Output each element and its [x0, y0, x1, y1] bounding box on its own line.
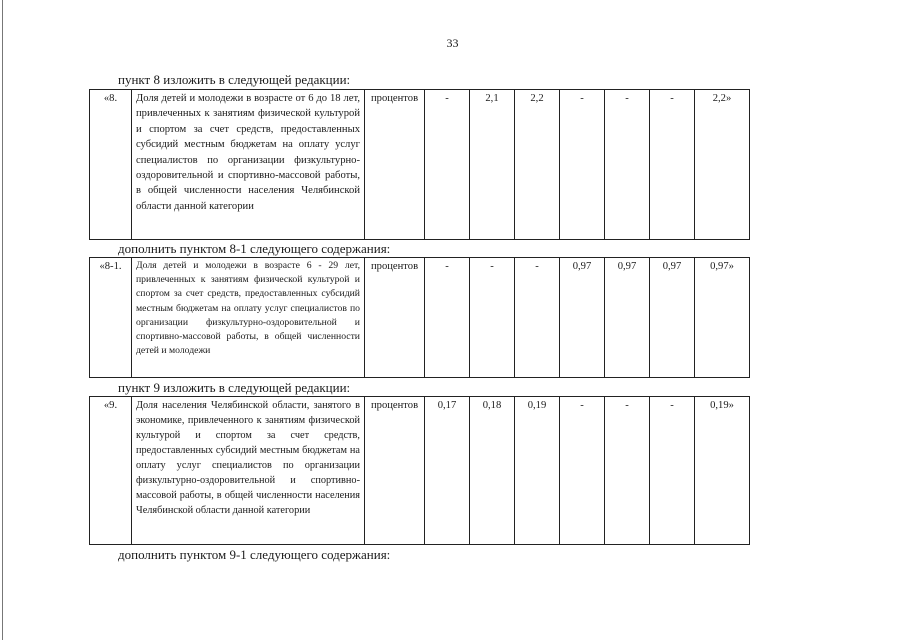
row-last-value: 0,19» [695, 397, 750, 545]
row-value: - [560, 397, 605, 545]
instruction-item-9: пункт 9 изложить в следующей редакции: [118, 380, 351, 395]
row-number: «9. [90, 397, 132, 545]
table-item-9 [89, 396, 750, 545]
row-unit: процентов [365, 90, 425, 240]
row-value: 0,19 [515, 397, 560, 545]
row-description: Доля детей и молодежи в возрасте от 6 до 18 лет, привлеченных к занятиям физической культурой и спортом за счет средств, предоставленных субсидий местным бюджетам на оплату услуг специалистов по организации физкультурно-оздоровительной и спортивно-массовой работы, в общей численности населения Челябинской области данной категории [132, 90, 365, 240]
row-last-value: 0,97» [695, 258, 750, 378]
row-value: 0,18 [470, 397, 515, 545]
page-left-border [2, 0, 3, 640]
row-value: 0,17 [425, 397, 470, 545]
row-value: 2,2 [515, 90, 560, 240]
table-row [90, 90, 750, 240]
row-number: «8. [90, 90, 132, 240]
row-value: 0,97 [650, 258, 695, 378]
row-value: 2,1 [470, 90, 515, 240]
page-number: 33 [446, 36, 459, 50]
row-value: - [650, 397, 695, 545]
row-value: - [515, 258, 560, 378]
instruction-item-8: пункт 8 изложить в следующей редакции: [118, 72, 351, 87]
row-description: Доля детей и молодежи в возрасте 6 - 29 лет, привлеченных к занятиям физической культурой и спортом за счет средств, предоставленных субсидий местным бюджетам на оплату услуг специалистов по организации физкультурно-оздоровительной и спортивно-массовой работы, в общей численности детей и молодежи [132, 258, 365, 378]
table-row [90, 258, 750, 378]
row-value: - [425, 90, 470, 240]
instruction-item-9-1: дополнить пунктом 9-1 следующего содержания: [118, 547, 391, 562]
row-value: - [605, 90, 650, 240]
row-unit: процентов [365, 258, 425, 378]
row-unit: процентов [365, 397, 425, 545]
row-value: 0,97 [560, 258, 605, 378]
table-row [90, 397, 750, 545]
table-item-8-1 [89, 257, 750, 378]
row-value: 0,97 [605, 258, 650, 378]
table-item-8 [89, 89, 750, 240]
instruction-item-8-1: дополнить пунктом 8-1 следующего содержания: [118, 241, 391, 256]
row-value: - [605, 397, 650, 545]
row-description: Доля населения Челябинской области, занятого в экономике, привлеченного к занятиям физической культурой и спортом за счет средств, предоставленных субсидий местным бюджетам на оплату услуг специалистов по организации физкультурно-оздоровительной и спортивно-массовой работы, в общей численности населения Челябинской области данной категории [132, 397, 365, 545]
row-last-value: 2,2» [695, 90, 750, 240]
row-value: - [650, 90, 695, 240]
row-value: - [425, 258, 470, 378]
row-number: «8-1. [90, 258, 132, 378]
row-value: - [560, 90, 605, 240]
row-value: - [470, 258, 515, 378]
